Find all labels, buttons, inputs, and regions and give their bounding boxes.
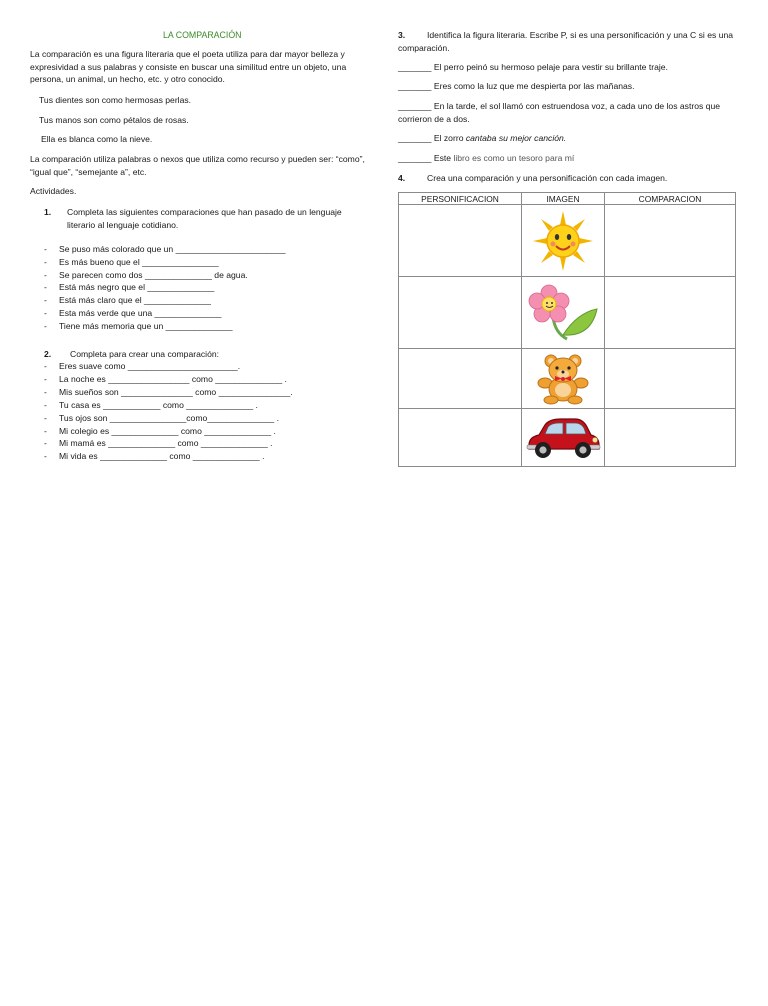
list-bullet: - xyxy=(44,451,47,462)
answer-blank[interactable]: _______ xyxy=(398,153,432,163)
image-cell xyxy=(522,277,605,349)
personificacion-cell[interactable] xyxy=(399,205,522,277)
header-personificacion: PERSONIFICACION xyxy=(399,193,522,205)
intro-paragraph: La comparación es una figura literaria que el poeta utiliza para dar mayor belleza y expresividad a sus palabras y consiste en buscar una similitud entre un objeto, una persona, un animal, un hecho, etc. y otro conocido. xyxy=(30,49,347,85)
list-bullet: - xyxy=(44,320,47,331)
comparacion-cell[interactable] xyxy=(605,205,736,277)
flower-icon xyxy=(525,283,601,343)
list-item-text[interactable]: Mi mamá es ______________ como ______________ . xyxy=(59,438,273,449)
image-cell xyxy=(522,205,605,277)
q3-item-3-continuation: corrieron de a dos. xyxy=(398,114,470,124)
list-bullet: - xyxy=(44,438,47,449)
list-bullet: - xyxy=(44,373,47,384)
list-item-text[interactable]: Tus ojos son ________________como______________ . xyxy=(59,412,279,423)
q1-number: 1. xyxy=(44,207,52,217)
list-bullet: - xyxy=(44,386,47,397)
list-bullet: - xyxy=(44,269,47,280)
list-item-text[interactable]: Se parecen como dos ______________ de agua. xyxy=(59,269,248,280)
list-bullet: - xyxy=(44,399,47,410)
image-cell xyxy=(522,409,605,467)
example-2: Tus manos son como pétalos de rosas. xyxy=(39,115,189,125)
comparison-table xyxy=(398,192,736,467)
list-item-text[interactable]: Mi vida es ______________ como ______________ . xyxy=(59,451,265,462)
list-bullet: - xyxy=(44,361,47,371)
image-cell xyxy=(522,349,605,409)
q3-item-1: _______ El perro peinó su hermoso pelaje para vestir su brillante traje. xyxy=(398,62,668,72)
list-item-text[interactable]: Eres suave como _______________________. xyxy=(59,361,241,371)
list-item-text[interactable]: La noche es _________________ como ______________ . xyxy=(59,373,287,384)
list-item-text[interactable]: Tiene más memoria que un ______________ xyxy=(59,320,233,331)
list-item-text[interactable]: Está más claro que el ______________ xyxy=(59,295,211,306)
list-bullet: - xyxy=(44,412,47,423)
header-comparacion: COMPARACION xyxy=(605,193,736,205)
nexus-paragraph: La comparación utiliza palabras o nexos que utiliza como recurso y pueden ser: “como”, “igual que”, “semejante a”, etc. xyxy=(30,154,365,177)
q4-number: 4. xyxy=(398,173,406,183)
example-3: Ella es blanca como la nieve. xyxy=(41,134,153,144)
list-bullet: - xyxy=(44,256,47,267)
car-icon xyxy=(525,415,601,461)
q3-instruction-line2: comparación. xyxy=(398,43,450,53)
example-1: Tus dientes son como hermosas perlas. xyxy=(39,95,192,105)
header-imagen: IMAGEN xyxy=(522,193,605,205)
q3-item-5: _______ Este libro es como un tesoro para mí xyxy=(398,153,575,163)
answer-blank[interactable]: _______ xyxy=(398,62,432,72)
activities-heading: Actividades. xyxy=(30,186,77,196)
q3-item-3: _______ En la tarde, el sol llamó con estruendosa voz, a cada uno de los astros que xyxy=(398,101,721,111)
list-item-text[interactable]: Tu casa es ____________ como ______________ . xyxy=(59,399,258,410)
q2-number: 2. xyxy=(44,349,52,359)
q2-instruction: Completa para crear una comparación: xyxy=(70,349,220,359)
list-item-text[interactable]: Se puso más colorado que un _______________________ xyxy=(59,244,286,254)
list-bullet: - xyxy=(44,244,47,254)
personificacion-cell[interactable] xyxy=(399,277,522,349)
personificacion-cell[interactable] xyxy=(399,409,522,467)
list-item-text[interactable]: Es más bueno que el ________________ xyxy=(59,256,219,267)
answer-blank[interactable]: _______ xyxy=(398,101,432,111)
answer-blank[interactable]: _______ xyxy=(398,81,432,91)
teddy-bear-icon xyxy=(535,353,591,405)
q3-number: 3. xyxy=(398,30,406,40)
list-bullet: - xyxy=(44,425,47,436)
q1-instruction-line2: literario al lenguaje cotidiano. xyxy=(67,220,179,230)
list-bullet: - xyxy=(44,282,47,293)
q3-item-4: _______ El zorro cantaba su mejor canción. xyxy=(398,133,567,143)
q4-instruction: Crea una comparación y una personificación con cada imagen. xyxy=(427,173,668,183)
q3-instruction-line1: Identifica la figura literaria. Escribe P, si es una personificación y una C si es una xyxy=(427,30,734,40)
answer-blank[interactable]: _______ xyxy=(398,133,432,143)
sun-icon xyxy=(531,209,595,273)
list-bullet: - xyxy=(44,295,47,306)
list-item-text[interactable]: Mis sueños son _______________ como _______________. xyxy=(59,386,293,397)
list-item-text[interactable]: Mi colegio es ______________ como ______________ . xyxy=(59,425,276,436)
list-item-text[interactable]: Está más negro que el ______________ xyxy=(59,282,215,293)
comparacion-cell[interactable] xyxy=(605,409,736,467)
list-item-text[interactable]: Esta más verde que una ______________ xyxy=(59,308,222,318)
page-title: LA COMPARACIÓN xyxy=(163,30,242,40)
comparacion-cell[interactable] xyxy=(605,349,736,409)
comparacion-cell[interactable] xyxy=(605,277,736,349)
list-bullet: - xyxy=(44,308,47,318)
q3-item-2: _______ Eres como la luz que me despierta por las mañanas. xyxy=(398,81,635,91)
q1-instruction-line1: Completa las siguientes comparaciones que han pasado de un lenguaje xyxy=(67,207,342,217)
personificacion-cell[interactable] xyxy=(399,349,522,409)
